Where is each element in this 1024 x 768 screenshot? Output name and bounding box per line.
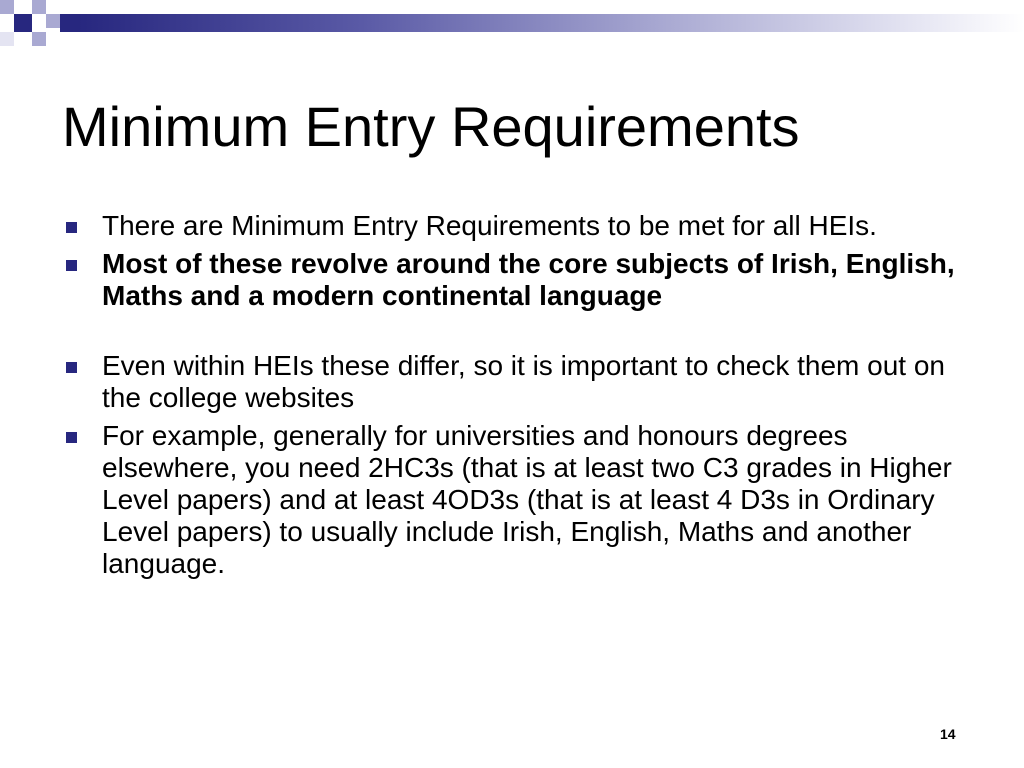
bullet-text: For example, generally for universities and honours degrees elsewhere, you need 2HC3s (that is at least two C3 grades in Higher Level papers) and at least 4OD3s (that is at least 4 D3s in Ordinary Level papers) to usually include Irish, English, Maths and another language. bbox=[102, 420, 952, 579]
bullet-text: Most of these revolve around the core subjects of Irish, English, Maths and a modern continental language bbox=[102, 248, 955, 311]
slide-number: 14 bbox=[940, 726, 956, 742]
decorative-square bbox=[32, 32, 46, 46]
bullet-item bbox=[62, 420, 962, 580]
slide-title: Minimum Entry Requirements bbox=[62, 95, 800, 158]
square-bullet-icon bbox=[66, 260, 77, 271]
bullet-item bbox=[62, 350, 962, 414]
square-bullet-icon bbox=[66, 222, 77, 233]
square-bullet-icon bbox=[66, 432, 77, 443]
decorative-square bbox=[0, 32, 14, 46]
bullet-item bbox=[62, 248, 962, 312]
header-decoration bbox=[0, 0, 1024, 60]
bullet-text: Even within HEIs these differ, so it is important to check them out on the college websites bbox=[102, 350, 946, 413]
decorative-square bbox=[46, 14, 60, 28]
decorative-square bbox=[0, 0, 14, 14]
bullet-list bbox=[62, 210, 962, 580]
square-bullet-icon bbox=[66, 362, 77, 373]
bullet-item bbox=[62, 210, 962, 242]
header-gradient-bar bbox=[78, 14, 1024, 32]
decorative-square bbox=[60, 14, 78, 32]
decorative-square bbox=[14, 14, 32, 32]
bullet-text: There are Minimum Entry Requirements to be met for all HEIs. bbox=[102, 210, 877, 241]
decorative-square bbox=[32, 0, 46, 14]
